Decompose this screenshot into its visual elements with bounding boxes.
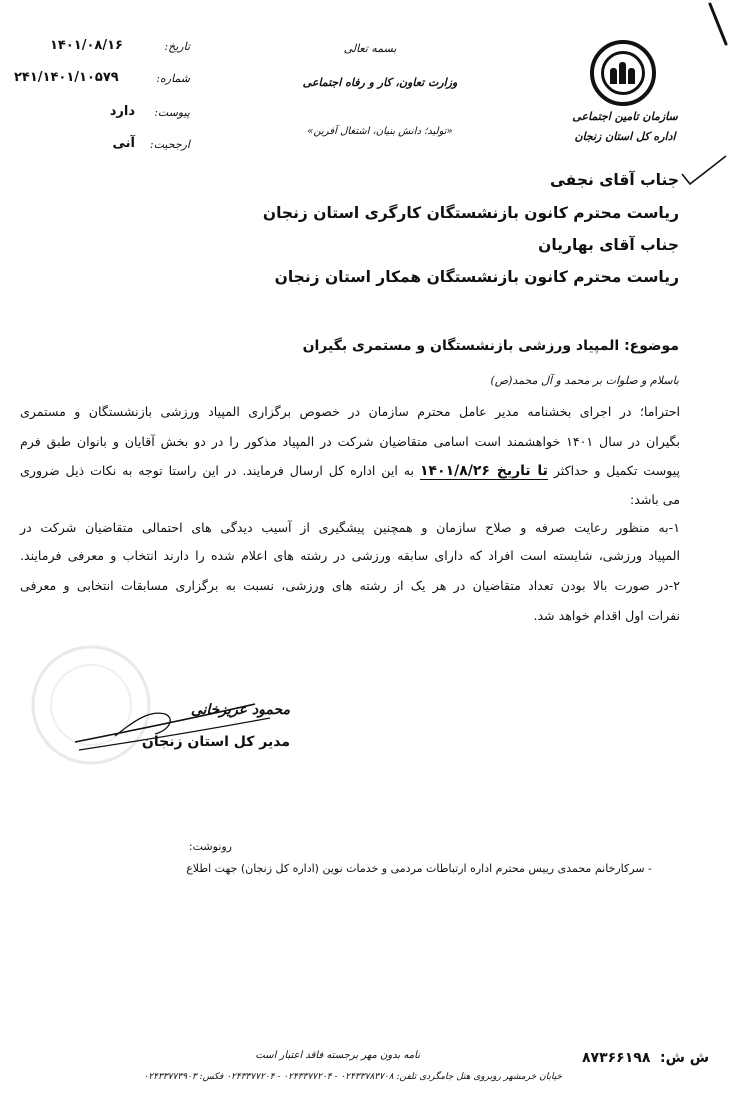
recipient-1: جناب آقای نجفی xyxy=(549,171,679,189)
org-name: سازمان تامین اجتماعی xyxy=(572,110,678,123)
recipient-4: ریاست محترم کانون بازنشستگان همکار استان زنجان xyxy=(274,268,679,286)
date-label: تاریخ: xyxy=(164,40,190,53)
greeting: باسلام و صلوات بر محمد و آل محمد(ص) xyxy=(490,374,679,387)
cc-label: رونوشت: xyxy=(188,840,232,853)
body-p1-line1: احتراما؛ در اجرای بخشنامه مدیر عامل محترم سازمان در خصوص برگزاری المپیاد ورزشی بازنشستگان و مستمری xyxy=(20,404,680,419)
check-mark-icon xyxy=(678,150,730,190)
body-p1-line4: می باشد: xyxy=(630,492,680,507)
corner-pen-mark xyxy=(700,0,732,50)
validity-note: نامه بدون مهر برجسته فاقد اعتبار است xyxy=(255,1050,420,1061)
recipient-2: ریاست محترم کانون بازنشستگان کارگری استان زنجان xyxy=(262,204,679,222)
attachment-label: پیوست: xyxy=(154,106,190,119)
item1-line2: المپیاد ورزشی، شایسته است افراد که دارای سابقه ورزشی در رشته های اعلام شده را دارند انتخاب و معرفی فرمایند. xyxy=(20,548,680,563)
slogan: «تولید؛ دانش بنیان، اشتغال آفرین» xyxy=(307,126,453,137)
body-p1-line3-end: به این اداره کل ارسال فرمایند. در این راستا توجه به نکات ذیل ضروری xyxy=(20,463,415,478)
signatory-name: محمود عزیزخانی xyxy=(190,702,290,718)
ministry-name: وزارت تعاون، کار و رفاه اجتماعی xyxy=(302,76,458,89)
serial-number: ۸۷۳۶۶۱۹۸ xyxy=(582,1050,651,1066)
signatory-title: مدیر کل استان زنجان xyxy=(141,734,290,750)
serial-label: ش ش: xyxy=(660,1050,710,1066)
date-value: ۱۴۰۱/۰۸/۱۶ xyxy=(50,38,123,53)
urgency-label: ارجحیت: xyxy=(149,138,190,151)
item1-line1: ۱-به منظور رعایت صرفه و صلاح سازمان و همچنین پیشگیری از آسیب دیدگی های احتمالی متقاضیان شرکت در xyxy=(20,520,680,535)
deadline-date: تا تاریخ ۱۴۰۱/۸/۲۶ xyxy=(419,463,548,479)
body-p1-line3-start: پیوست تکمیل و حداکثر xyxy=(553,463,681,478)
cc-line: - سرکارخانم محمدی رییس محترم اداره ارتباطات مردمی و خدمات نوین (اداره کل زنجان) جهت اطلاع xyxy=(186,862,652,875)
number-label: شماره: xyxy=(156,72,190,85)
subject-line: موضوع: المپیاد ورزشی بازنشستگان و مستمری بگیران xyxy=(302,338,679,354)
item2-line2: نفرات اول اقدام خواهد شد. xyxy=(533,608,680,623)
attachment-value: دارد xyxy=(109,104,135,119)
org-province: اداره کل استان زنجان xyxy=(574,130,676,143)
social-security-logo xyxy=(590,40,656,106)
bismillah: بسمه تعالی xyxy=(343,42,397,55)
urgency-value: آنی xyxy=(112,136,135,151)
address-line: خیابان خرمشهر روبروی هتل جامگردی تلفن: ۰۲۴۳۳۷۸۳۷۰۸ - ۰۲۴۳۳۷۷۲۰۴ - ۰۲۴۳۳۷۷۲۰۴ فکس: ۰۲۴۳۳۷۷۳۹۰۳ xyxy=(143,1072,562,1082)
item2-line1: ۲-در صورت بالا بودن تعداد متقاضیان در هر یک از رشته های ورزشی، نسبت به برگزاری مسابقات انتخابی و معرفی xyxy=(20,578,680,593)
recipient-3: جناب آقای بهاریان xyxy=(538,236,679,254)
body-p1-line3 xyxy=(20,463,680,479)
body-p1-line2: بگیران در سال ۱۴۰۱ خواهشمند است اسامی متقاضیان شرکت در المپیاد مذکور را در دو بخش آقایان و بانوان طبق فرم xyxy=(20,434,680,449)
number-value: ۲۴۱/۱۴۰۱/۱۰۵۷۹ xyxy=(14,70,119,85)
